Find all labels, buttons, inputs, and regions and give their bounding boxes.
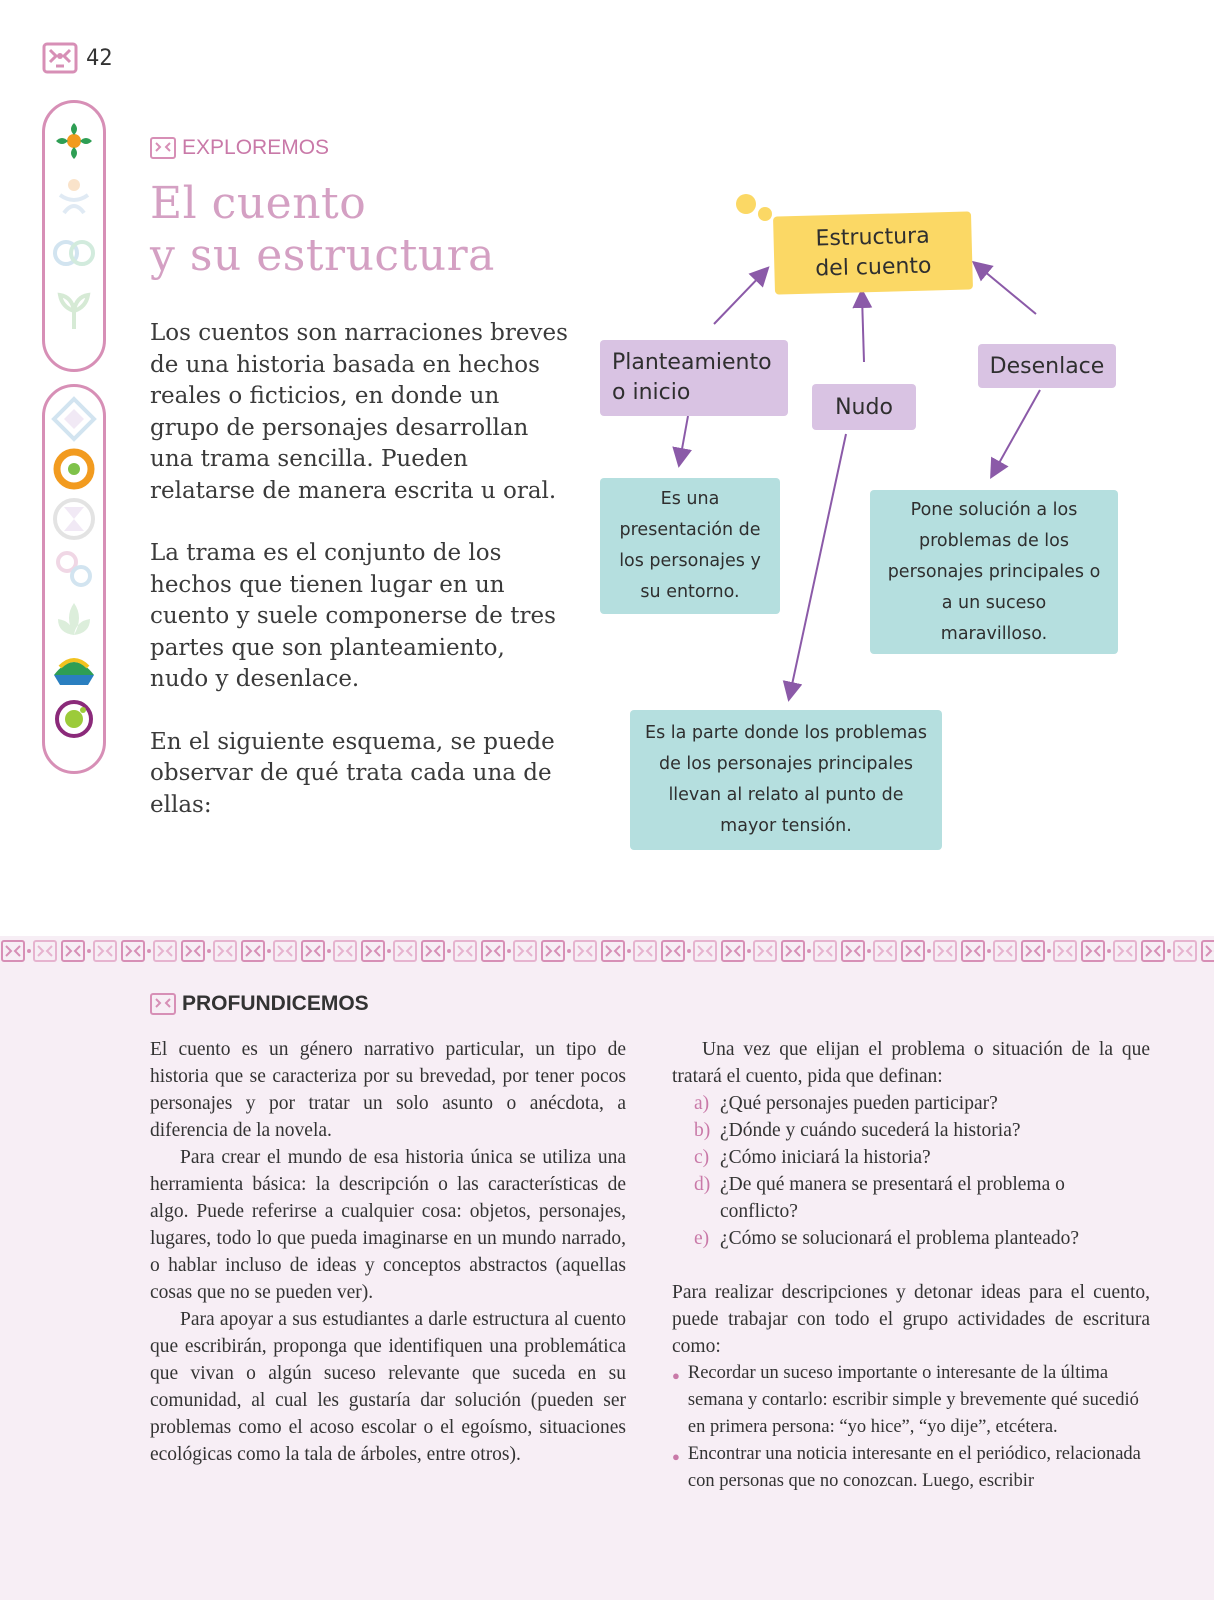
orange-ring-icon (50, 445, 98, 493)
planteamiento-desc: Es una presentación de los personajes y su entorno. (619, 489, 761, 602)
intro-text (150, 318, 570, 852)
arrow-desenlace-to-desc (994, 390, 1040, 472)
arrow-desenlace-to-root (978, 266, 1036, 314)
deepen-right-intro: Una vez que elijan el problema o situación de la que tratará el cuento, pida que definan: (672, 1039, 1150, 1087)
faded-figure-icon (50, 173, 98, 221)
sidebar-axes-pill (42, 384, 106, 774)
thought-bubble-large (736, 194, 756, 214)
title-line-2: y su estructura (150, 230, 495, 281)
page-number (42, 42, 113, 74)
nudo-box (812, 384, 916, 430)
deepen-label-text: PROFUNDICEMOS (182, 992, 369, 1015)
list-text: Recordar un suceso importante o interesante de la última semana y contarlo: escribir simple y brevemente qué sucedió en primera persona: “yo hice”, “yo dije”, etcétera. (687, 1363, 1139, 1437)
deepen-paragraph: Para apoyar a sus estudiantes a darle estructura al cuento que escribirán, proponga que identifiquen una problemática que vivan o algún suceso relevante que suceda en su comunidad, al cual les gustaría dar solución (pueden ser problemas como el acoso escolar o el egoísmo, situaciones ecológicas como la tala de árboles, entre otros). (150, 1309, 626, 1465)
faded-lotus-icon (50, 595, 98, 643)
ornamental-border (0, 936, 1214, 966)
list-text: ¿Cómo se solucionará el problema planteado? (720, 1228, 1079, 1249)
ornament-icon (150, 137, 176, 159)
list-item (672, 1360, 1150, 1441)
hill-icon (50, 645, 98, 693)
deepen-paragraph: Para crear el mundo de esa historia única se utiliza una herramienta básica: la descripción o las características de algo. Puede referirse a cualquier cosa: objetos, personajes, lugares, todo lo que pueda imaginarse en un mundo narrado, o hablar incluso de ideas y conceptos abstractos (aquellas cosas que no se pueden ver). (150, 1147, 626, 1303)
list-item (694, 1225, 1150, 1252)
list-text: ¿Dónde y cuándo sucederá la historia? (720, 1120, 1021, 1141)
splash-ring-icon (50, 695, 98, 743)
list-text: Encontrar una noticia interesante en el periódico, relacionada con personas que no conozcan. Luego, escribir (687, 1444, 1141, 1491)
ornament-icon (150, 993, 176, 1015)
desenlace-desc: Pone solución a los problemas de los personajes principales o a un suceso maravilloso. (887, 499, 1101, 644)
bullet-icon: ● (672, 1368, 680, 1383)
desenlace-desc-box (870, 490, 1118, 654)
root-label: Estructura del cuento (814, 223, 932, 282)
list-letter: a) (694, 1093, 710, 1114)
intro-paragraph: La trama es el conjunto de los hechos que tienen lugar en un cuento y suele componerse de tres partes que son planteamiento, nudo y desenlace. (150, 540, 556, 692)
deepen-left-column (150, 1036, 626, 1468)
desenlace-box (978, 344, 1116, 388)
planteamiento-label: Planteamiento o inicio (612, 350, 772, 405)
list-text: ¿De qué manera se presentará el problema o conflicto? (720, 1174, 1065, 1222)
nudo-desc-box (630, 710, 942, 850)
list-item (694, 1171, 1150, 1225)
root-box (773, 211, 973, 294)
planteamiento-box (600, 340, 788, 416)
arrow-nudo-to-root (862, 296, 864, 362)
deepen-right-column (672, 1036, 1150, 1495)
questions-list (694, 1090, 1150, 1252)
list-item (694, 1117, 1150, 1144)
arrow-planteamiento-to-desc (680, 416, 688, 460)
list-item (694, 1144, 1150, 1171)
flower-icon (50, 117, 98, 165)
faded-plant-icon (50, 285, 98, 333)
list-letter: c) (694, 1147, 710, 1168)
desenlace-label: Desenlace (989, 353, 1105, 379)
explore-label-text: EXPLOREMOS (182, 136, 330, 159)
title-line-1: El cuento (150, 178, 367, 229)
nudo-desc: Es la parte donde los problemas de los personajes principales llevan al relato al punto de mayor tensión. (645, 723, 927, 836)
planteamiento-desc-box (600, 478, 780, 614)
page-number-text: 42 (86, 45, 113, 71)
story-structure-diagram (600, 190, 1140, 880)
explore-section-label (150, 136, 329, 160)
sidebar-fields-pill (42, 100, 106, 372)
intro-paragraph: Los cuentos son narraciones breves de una historia basada en hechos reales o ficticios, en donde un grupo de personajes desarrollan una trama sencilla. Pueden relatarse de manera escrita u oral. (150, 320, 568, 504)
nudo-label: Nudo (835, 394, 893, 420)
faded-knot-icon (50, 229, 98, 277)
deepen-section-label (150, 992, 369, 1016)
activities-list (672, 1360, 1150, 1495)
list-item (672, 1441, 1150, 1495)
faded-diamond-icon (50, 395, 98, 443)
bullet-icon: ● (672, 1449, 680, 1464)
arrow-nudo-to-desc (790, 434, 846, 694)
deepen-right-paragraph: Para realizar descripciones y detonar ideas para el cuento, puede trabajar con todo el grupo actividades de escritura como: (672, 1282, 1150, 1357)
arrow-planteamiento-to-root (714, 272, 764, 324)
list-text: ¿Cómo iniciará la historia? (720, 1147, 931, 1168)
deepen-paragraph: El cuento es un género narrativo particular, un tipo de historia que se caracteriza por su brevedad, por tener pocos personajes y por tratar un solo asunto o anécdota, a diferencia de la novela. (150, 1039, 626, 1141)
thought-bubble-small (758, 207, 772, 221)
intro-paragraph: En el siguiente esquema, se puede observar de qué trata cada una de ellas: (150, 728, 555, 818)
list-letter: d) (694, 1174, 711, 1195)
faded-hourglass-icon (50, 495, 98, 543)
page-title (150, 178, 495, 282)
list-letter: b) (694, 1120, 711, 1141)
list-letter: e) (694, 1228, 710, 1249)
list-item (694, 1090, 1150, 1117)
list-text: ¿Qué personajes pueden participar? (720, 1093, 998, 1114)
ornament-icon (42, 42, 78, 74)
faded-links-icon (50, 545, 98, 593)
